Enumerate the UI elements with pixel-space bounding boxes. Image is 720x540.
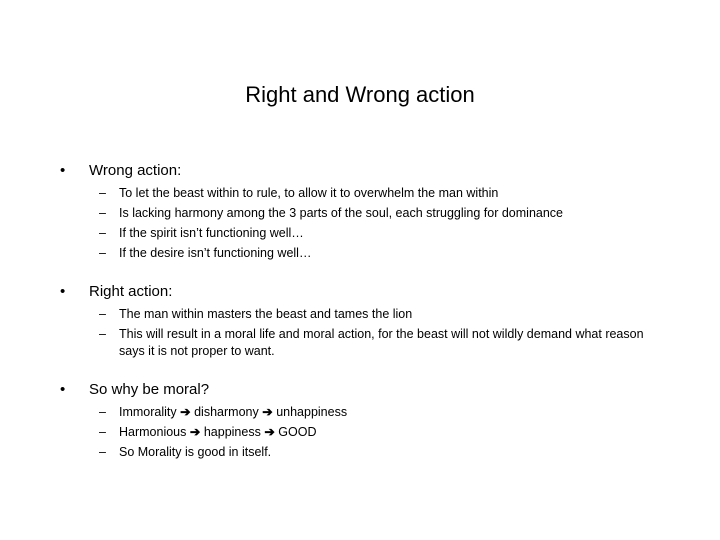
sub-item bbox=[58, 185, 658, 202]
right-arrow-icon: ➔ bbox=[189, 425, 201, 439]
sub-item bbox=[58, 444, 658, 461]
slide-title: Right and Wrong action bbox=[245, 82, 475, 107]
bullet-heading bbox=[58, 379, 658, 401]
sub-item-text: Is lacking harmony among the 3 parts of the soul, each struggling for dominance bbox=[119, 206, 564, 220]
sub-item bbox=[58, 306, 658, 323]
sub-item-text-a: Harmonious bbox=[119, 425, 187, 439]
dash-icon: – bbox=[99, 405, 106, 419]
sub-item-text: To let the beast within to rule, to allow it to overwhelm the man within bbox=[119, 186, 499, 200]
dash-icon: – bbox=[99, 327, 106, 341]
bullet-heading bbox=[58, 160, 658, 182]
sub-item-text-c: GOOD bbox=[278, 425, 317, 439]
sub-item bbox=[58, 404, 658, 421]
section-wrong-action bbox=[58, 160, 658, 262]
bullet-icon: • bbox=[60, 283, 66, 300]
section-right-action bbox=[58, 281, 658, 360]
bullet-icon: • bbox=[60, 162, 66, 179]
sub-item-text-b: happiness bbox=[203, 425, 261, 439]
dash-icon: – bbox=[99, 307, 106, 321]
dash-icon: – bbox=[99, 226, 106, 240]
right-arrow-icon: ➔ bbox=[264, 425, 275, 439]
dash-icon: – bbox=[99, 186, 106, 200]
sub-item bbox=[58, 326, 658, 360]
right-arrow-icon: ➔ bbox=[262, 405, 273, 419]
slide-body bbox=[58, 160, 658, 480]
right-arrow-icon: ➔ bbox=[180, 405, 191, 419]
sub-item-text-a: Immorality bbox=[119, 405, 177, 419]
sub-item bbox=[58, 245, 658, 262]
bullet-heading-text: Wrong action: bbox=[89, 162, 182, 179]
section-why-be-moral bbox=[58, 379, 658, 461]
bullet-heading-text: Right action: bbox=[89, 283, 173, 300]
sub-item-text: So Morality is good in itself. bbox=[119, 445, 272, 459]
sub-item-text: This will result in a moral life and moral action, for the beast will not wildly demand what reason says it is not proper to want. bbox=[119, 327, 644, 358]
bullet-heading bbox=[58, 281, 658, 303]
bullet-icon: • bbox=[60, 381, 66, 398]
bullet-heading-text: So why be moral? bbox=[89, 381, 210, 398]
sub-item-text-c: unhappiness bbox=[276, 405, 348, 419]
sub-item-text: The man within masters the beast and tames the lion bbox=[119, 307, 413, 321]
dash-icon: – bbox=[99, 425, 106, 439]
sub-item bbox=[58, 225, 658, 242]
dash-icon: – bbox=[99, 206, 106, 220]
sub-item-text: If the desire isn’t functioning well… bbox=[119, 246, 312, 260]
sub-item bbox=[58, 205, 658, 222]
sub-item bbox=[58, 424, 658, 441]
dash-icon: – bbox=[99, 246, 106, 260]
sub-item-text-b: disharmony bbox=[194, 405, 259, 419]
sub-item-text: If the spirit isn’t functioning well… bbox=[119, 226, 304, 240]
dash-icon: – bbox=[99, 445, 106, 459]
